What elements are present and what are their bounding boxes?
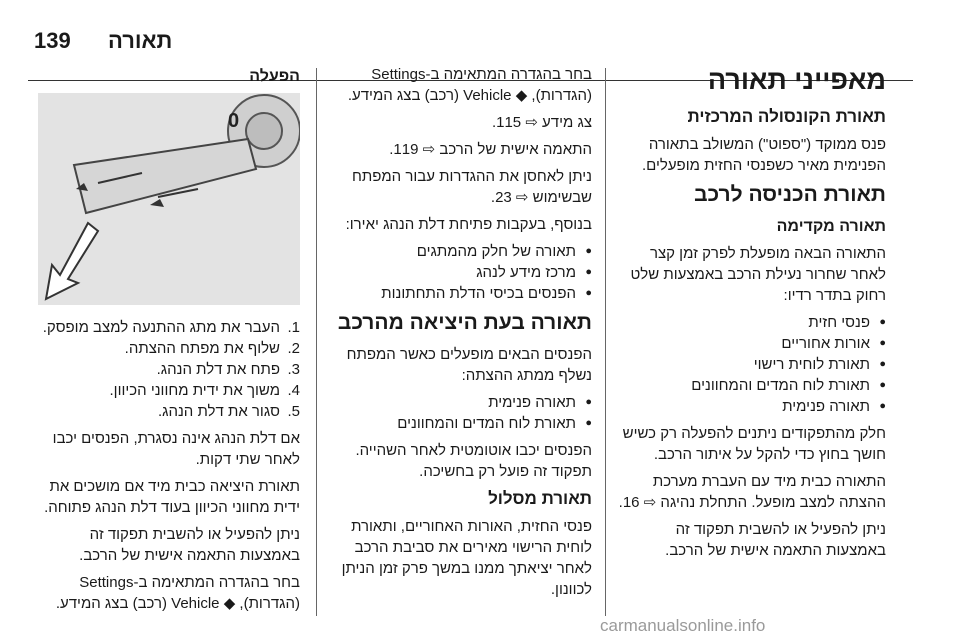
exit-heading: תאורה בעת היציאה מהרכב (337, 311, 592, 334)
list-item: ● פנסי חזית (618, 312, 870, 333)
settings-text-left: בחר בהגדרה המתאימה ב-Settings (הגדרות), ◆ Vehicle (רכב) בצג המידע. (55, 574, 300, 612)
column-divider-left (316, 68, 317, 616)
exit-text: הפנסים הבאים מופעלים כאשר המפתח נשלף ממתג ההצתה: (346, 346, 592, 384)
entry-text-4: ניתן להפעיל או להשבית תפקוד זה באמצעות התאמה אישית של הרכב. (665, 521, 886, 559)
door-text: בנוסף, בעקבות פתיחת דלת הנהג יאירו: (345, 216, 592, 233)
list-item: ● תאורת לוח המדים והמחוונים (618, 375, 870, 396)
lever-illustration-icon (38, 93, 300, 305)
list-item: ● תאורת לוח המדים והמחוונים (328, 413, 576, 434)
section-title: מאפייני תאורה (707, 65, 886, 95)
personalization-text: ניתן להפעיל או להשבית תפקוד זה באמצעות התאמה אישית של הרכב. (79, 526, 300, 564)
key-settings-text: ניתן לאחסן את ההגדרות עבור המפתח שבשימוש ⇨ 23. (351, 168, 592, 206)
list-item: 1. העבר את מתג ההתנעה למצב מופסק. (42, 319, 300, 336)
list-item: ● תאורה פנימית (618, 396, 870, 417)
exit-text-2: הפנסים יכבו אוטומטית לאחר השהייה. תפקוד זה פועל רק בחשיכה. (355, 442, 592, 480)
stalk-label: 0 (228, 110, 240, 132)
list-item: ● תאורת לוחית רישוי (618, 354, 870, 375)
list-item: ● תאורה פנימית (328, 392, 576, 413)
center-console-text: פנס ממוקד ("ספוט") המשולב בתאורה הפנימית מאיר כשפנסי החזית מופעלים. (641, 136, 886, 174)
operation-steps (34, 317, 300, 422)
welcome-heading: תאורה מקדימה (776, 218, 886, 235)
list-item: 5. סגור את דלת הנהג. (157, 403, 300, 420)
list-item: 2. שלוף את מפתח ההצתה. (124, 340, 300, 357)
welcome-list (618, 312, 886, 417)
running-title: תאורה (108, 28, 173, 53)
watermark: carmanualsonline.info (600, 616, 766, 635)
column-divider-right (605, 68, 606, 616)
center-console-heading: תאורת הקונסולה המרכזית (687, 107, 886, 126)
operation-heading: הפעלה (249, 68, 300, 85)
right-column (618, 64, 886, 567)
list-item: ● אורות אחוריים (618, 333, 870, 354)
list-item: ● מרכז מידע לנהג (328, 262, 576, 283)
personalization-ref: התאמה אישית של הרכב ⇨ 119. (389, 141, 592, 158)
display-ref: צג מידע ⇨ 115. (491, 114, 592, 131)
welcome-text: התאורה הבאה מופעלת לפרק זמן קצר לאחר שחרור נעילת הרכב באמצעות שלט רחוק בתדר רדיו: (630, 245, 886, 304)
door-list (328, 241, 592, 304)
middle-column (328, 64, 592, 606)
settings-text: בחר בהגדרה המתאימה ב-Settings (הגדרות), ◆ Vehicle (רכב) בצג המידע. (347, 66, 592, 104)
entry-heading: תאורת הכניסה לרכב (694, 183, 886, 206)
left-column (34, 64, 300, 620)
entry-text-2: חלק מהתפקודים ניתנים להפעלה רק כשיש חושך בחוץ כדי להקל על איתור הרכב. (622, 425, 886, 463)
path-text: פנסי החזית, האורות האחוריים, ותאורת לוחית הרישוי מאירים את סביבת הרכב לאחר יציאתך ממנו במשך פרק זמן הניתן לכוונון. (341, 518, 592, 598)
exit-off-text: תאורת היציאה כבית מיד אם מושכים את ידית מחווני הכיוון בעוד דלת הנהג פתוחה. (44, 478, 300, 516)
page-number: 139 (34, 28, 71, 53)
entry-text-3: התאורה כבית מיד עם העברת מערכת ההצתה למצב מופעל. התחלת נהיגה ⇨ 16. (618, 473, 886, 511)
list-item: ● הפנסים בכיסי הדלת התחתונות (328, 283, 576, 304)
page-header (0, 28, 960, 68)
door-open-text: אם דלת הנהג אינה נסגרת, הפנסים יכבו לאחר שתי דקות. (52, 430, 300, 468)
exit-list (328, 392, 592, 434)
list-item: 4. משוך את ידית מחווני הכיוון. (109, 382, 300, 399)
turn-signal-lever-figure (38, 93, 300, 305)
path-heading: תאורת מסלול (488, 489, 592, 508)
list-item: 3. פתח את דלת הנהג. (156, 361, 300, 378)
list-item: ● תאורה של חלק מהמתגים (328, 241, 576, 262)
